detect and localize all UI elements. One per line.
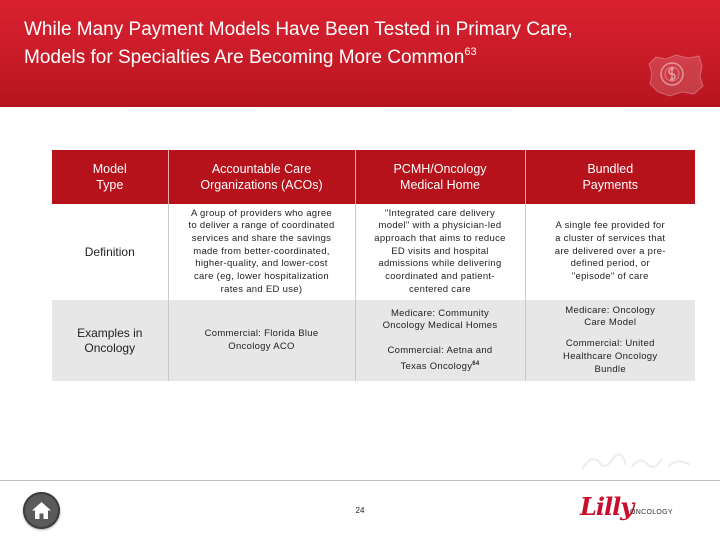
pcmh-commercial-example: Commercial: Aetna and Texas Oncology$^{64}$ (387, 345, 493, 372)
bundled-medicare-example: Medicare: Oncology Care Model (565, 304, 656, 329)
header-banner (0, 0, 720, 107)
table-row (52, 204, 695, 300)
aco-example: Commercial: Florida Blue Oncology ACO (168, 300, 355, 381)
bundled-examples (525, 300, 695, 381)
home-icon (31, 500, 52, 521)
header-model-type: Model Type (52, 150, 168, 204)
aco-definition: A group of providers who agree to deliver a range of coordinated services and share the savings made from better-coordinated, higher-quality, and lower-cost care (eg, lower hospitalization rates and ED use) (168, 204, 355, 300)
pcmh-definition: "Integrated care delivery model" with a physician-led approach that aims to reduce ED visits and hospital admissions while delivering coordinated and patient-centered care (355, 204, 525, 300)
currency-seal-icon (646, 52, 704, 98)
pcmh-examples (355, 300, 525, 381)
row-label-examples: Examples in Oncology (52, 300, 168, 381)
header-pcmh: PCMH/Oncology Medical Home (355, 150, 525, 204)
page-title (24, 18, 644, 69)
title-reference: 63 (464, 46, 477, 58)
lilly-oncology-logo (580, 492, 690, 528)
bundled-definition: A single fee provided for a cluster of services that are delivered over a pre-defined period, or "episode" of care (525, 204, 695, 300)
payment-models-table (52, 150, 695, 381)
title-line-1: While Many Payment Models Have Been Tested in Primary Care, (24, 19, 573, 40)
header-aco: Accountable Care Organizations (ACOs) (168, 150, 355, 204)
signature-watermark (578, 447, 698, 475)
pcmh-reference: 64 (472, 360, 480, 367)
table-row (52, 300, 695, 381)
logo-wordmark: Lilly (580, 492, 634, 521)
row-label-definition: Definition (52, 204, 168, 300)
header-bundled: Bundled Payments (525, 150, 695, 204)
page-number: 24 (355, 506, 365, 515)
table-header-row (52, 150, 695, 204)
bundled-commercial-example: Commercial: United Healthcare Oncology Bundle (563, 338, 658, 375)
home-button[interactable] (23, 492, 60, 529)
logo-suffix: ONCOLOGY (630, 509, 673, 516)
pcmh-medicare-example: Medicare: Community Oncology Medical Homes (382, 307, 498, 332)
title-line-2: Models for Specialties Are Becoming More Common (24, 47, 465, 68)
footer-divider (0, 480, 720, 481)
